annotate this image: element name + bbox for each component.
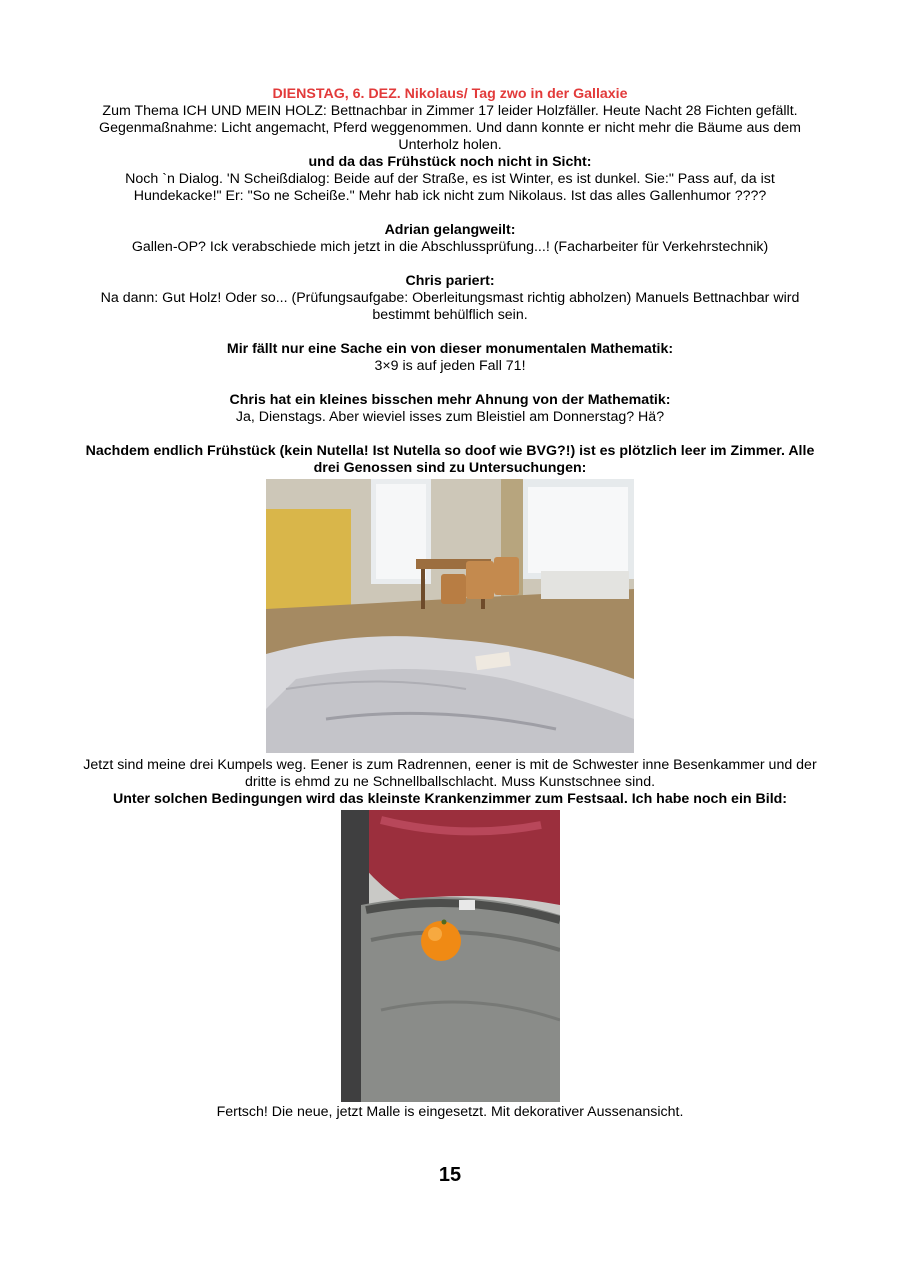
subheading-chris: Chris pariert: xyxy=(405,273,495,289)
paragraph-kumpels: Jetzt sind meine drei Kumpels weg. Eener is zum Radrennen, eener is mit de Schwester inne Besenkammer und der dritte is ehmd zu ne Schnellballschlacht. Muss Kunstschnee sind. xyxy=(83,757,817,790)
subheading-festsaal: Unter solchen Bedingungen wird das kleinste Krankenzimmer zum Festsaal. Ich habe noch ein Bild: xyxy=(112,791,788,807)
paragraph-fertsch: Fertsch! Die neue, jetzt Malle is eingesetzt. Mit dekorativer Aussenansicht. xyxy=(216,1104,684,1120)
subheading-leer-im-zimmer: Nachdem endlich Frühstück (kein Nutella! Ist Nutella so doof wie BVG?!) ist es plötzlich leer im Zimmer. Alle drei Genossen sind zu Untersuchungen: xyxy=(85,443,815,476)
subheading-adrian: Adrian gelangweilt: xyxy=(384,222,516,238)
subheading-fruehstueck: und da das Frühstück noch nicht in Sicht: xyxy=(308,154,592,170)
paragraph-gut-holz: Na dann: Gut Holz! Oder so... (Prüfungsaufgabe: Oberleitungsmast richtig abholzen) Manuels Bettnachbar wird bestimmt behülflich sein. xyxy=(100,290,800,323)
subheading-chris-mathe: Chris hat ein kleines bisschen mehr Ahnung von der Mathematik: xyxy=(229,392,671,408)
mandarine-photo xyxy=(341,810,560,1102)
paragraph-dialog: Noch `n Dialog. 'N Scheißdialog: Beide auf der Straße, es ist Winter, es ist dunkel. Sie:" Pass auf, da ist Hundekacke!" Er: "So ne Scheiße." Mehr hab ick nicht zum Nikolaus. Ist das alles Gallenhumor ???? xyxy=(125,171,775,204)
paragraph-dienstags: Ja, Dienstags. Aber wieviel isses zum Bleistiel am Donnerstag? Hä? xyxy=(235,409,665,425)
page-number: 15 xyxy=(438,1164,462,1186)
paragraph-3x9: 3×9 is auf jeden Fall 71! xyxy=(374,358,526,374)
paragraph-holz: Zum Thema ICH UND MEIN HOLZ: Bettnachbar in Zimmer 17 leider Holzfäller. Heute Nacht 28 Fichten gefällt. Gegenmaßnahme: Licht angemacht, Pferd weggenommen. Und dann konnte er nicht mehr die Bäume aus dem Unterholz holen. xyxy=(99,103,801,153)
text-column xyxy=(80,86,820,1121)
hospital-room-photo xyxy=(266,479,634,753)
paragraph-gallen-op: Gallen-OP? Ick verabschiede mich jetzt in die Abschlussprüfung...! (Facharbeiter für Verkehrstechnik) xyxy=(131,239,769,255)
day-heading: DIENSTAG, 6. DEZ. Nikolaus/ Tag zwo in der Gallaxie xyxy=(272,86,628,102)
subheading-mathematik: Mir fällt nur eine Sache ein von dieser monumentalen Mathematik: xyxy=(226,341,674,357)
